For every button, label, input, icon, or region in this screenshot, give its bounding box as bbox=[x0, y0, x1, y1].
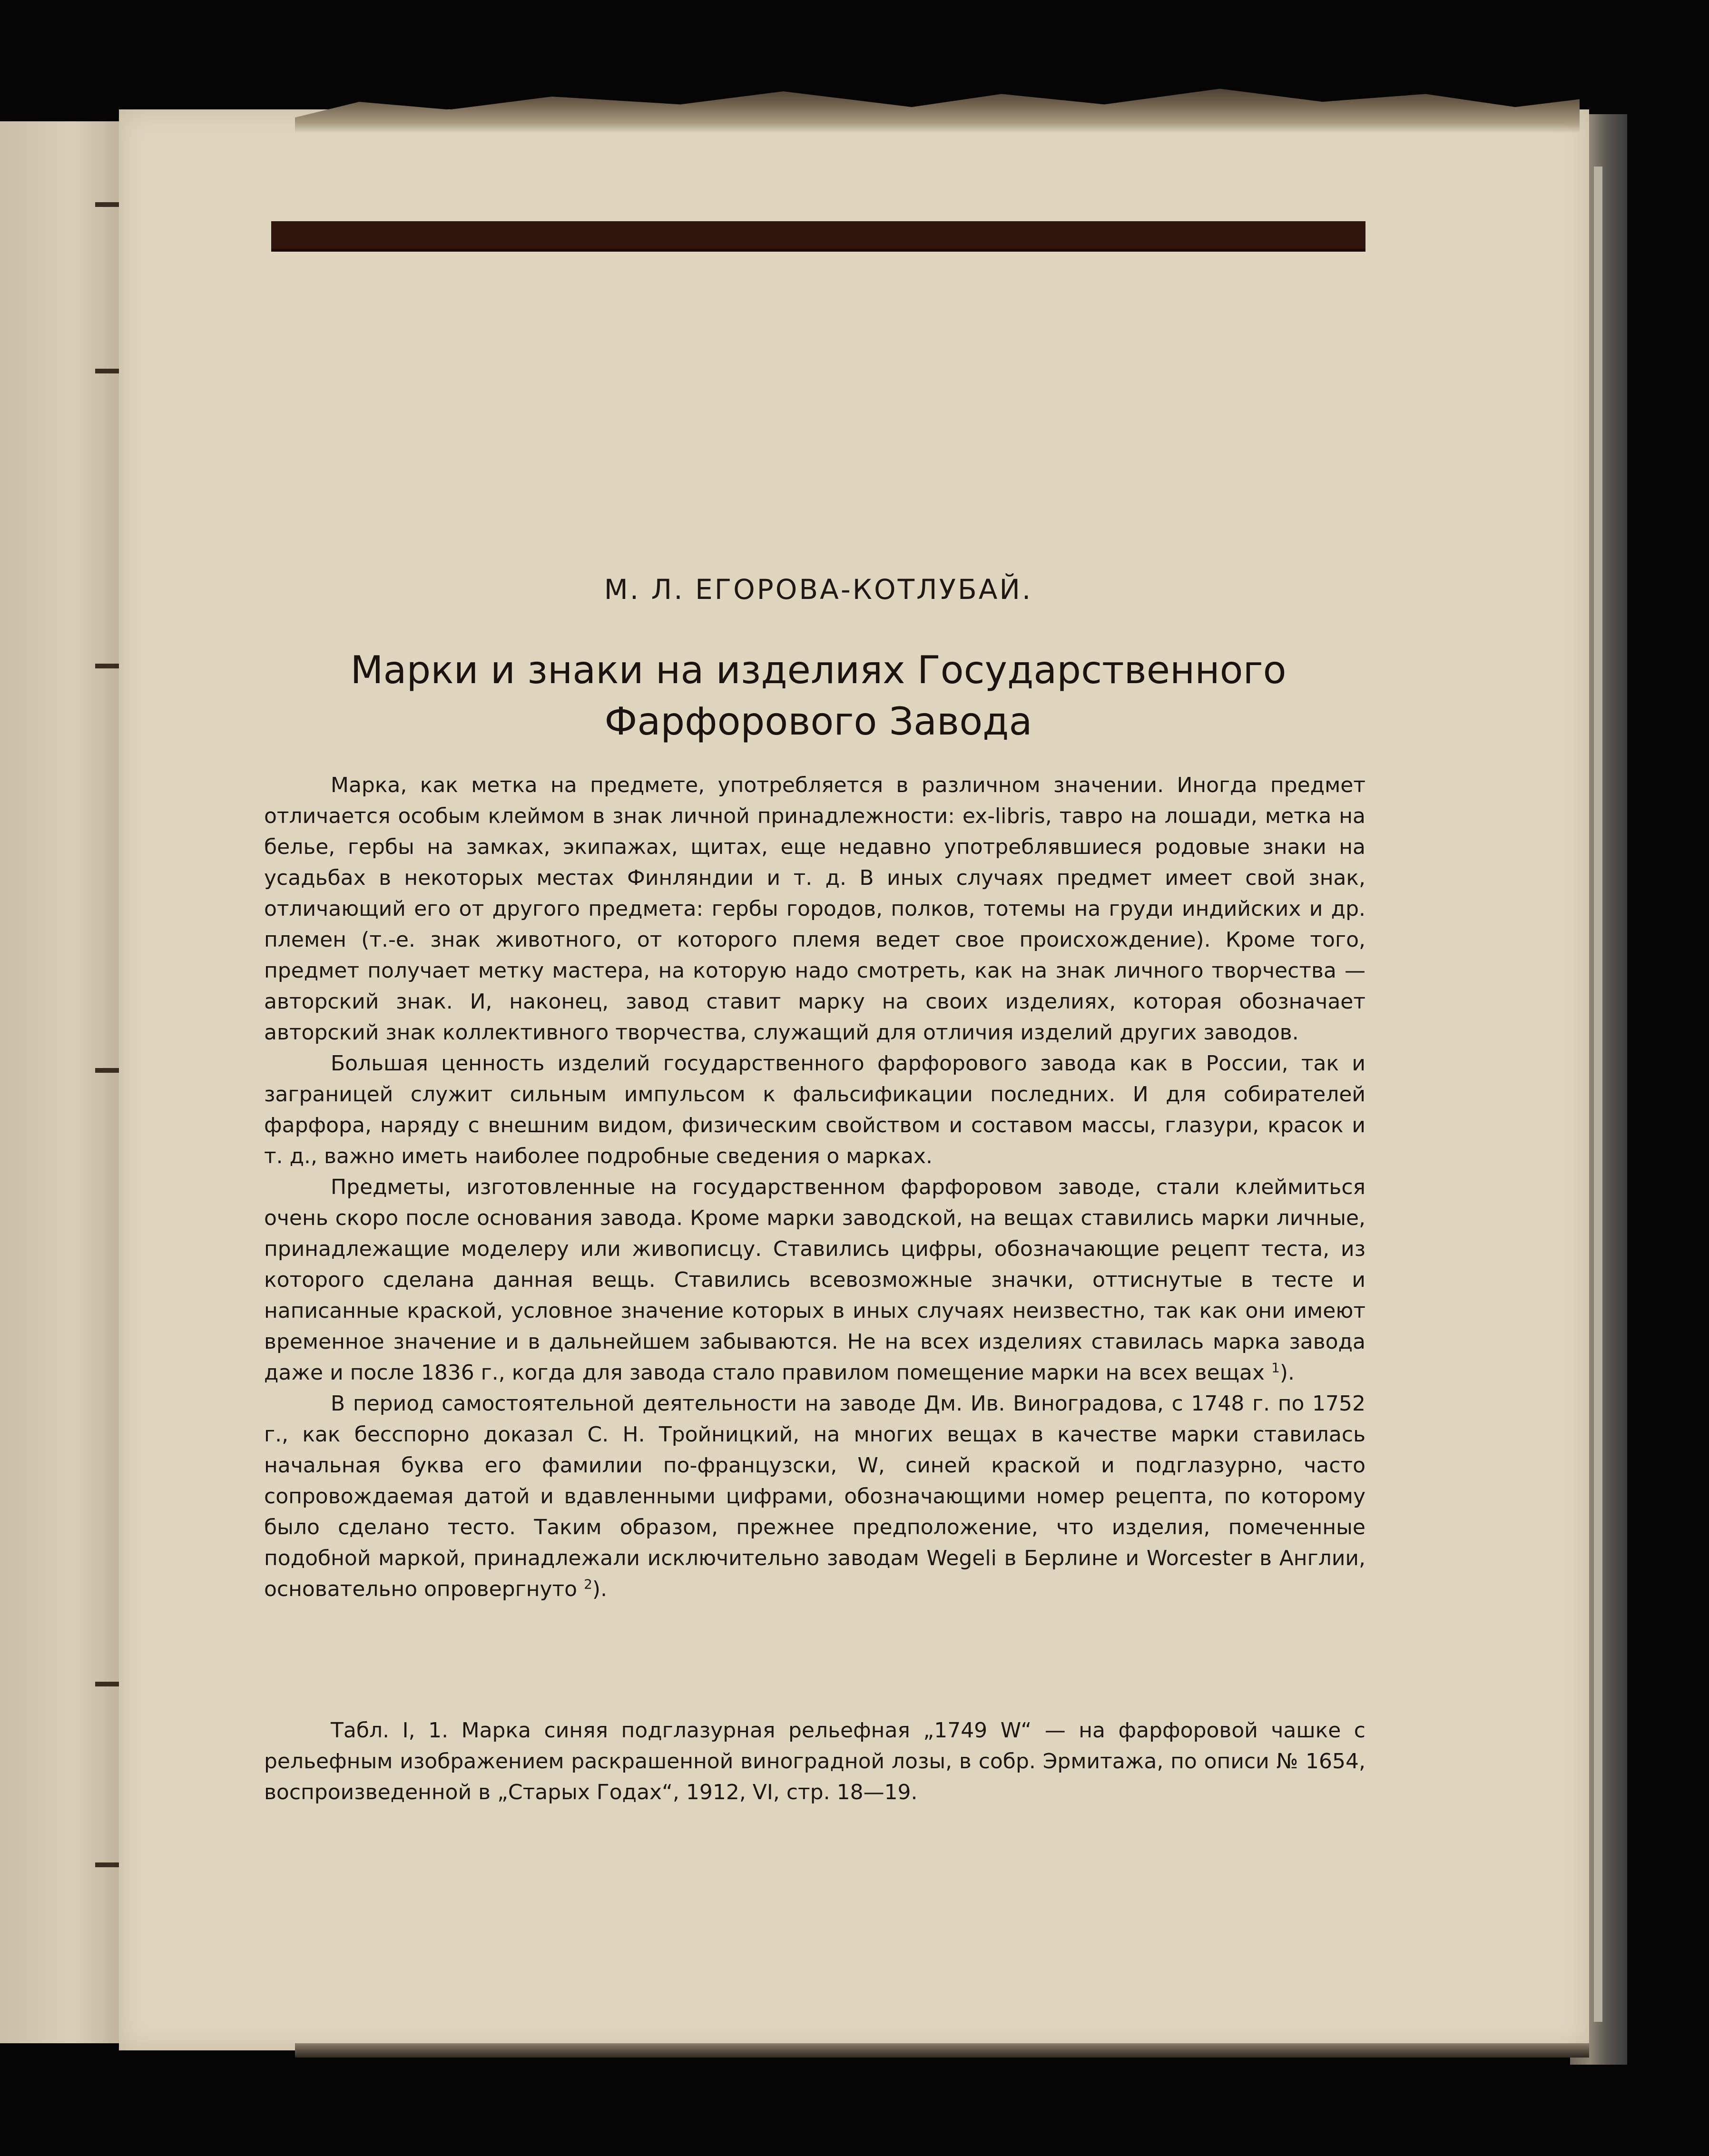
paragraph-text: В период самостоятельной деятельности на заводе Дм. Ив. Виноградова, с 1748 г. по 1752 г., как бесспорно доказал С. Н. Тройницкий, на многих вещах в качестве марки ставилась начальная буква его фамилии по-французски, W, синей краской и подглазурно, часто сопровождаемая датой и вдавленными цифрами, обозначающими номер рецепта, по которому было сделано тесто. Таким образом, прежнее предположение, что изделия, помеченные подобной маркой, принадлежали исключительно заводам Wegeli в Берлине и Worcester в Англии, основательно опровергнуто bbox=[264, 1392, 1365, 1601]
bottom-page-edge bbox=[295, 2043, 1589, 2058]
caption-text: Табл. I, 1. Марка синяя подглазурная рельефная „1749 W“ — на фарфоровой чашке с рельефным изображением раскрашенной виноградной лозы, в собр. Эрмитажа, по описи № 1654, воспроизведенной в „Старых Годах“, 1912, VI, стр. 18—19. bbox=[264, 1718, 1365, 1804]
author-name: М. Л. ЕГОРОВА-КОТЛУБАЙ. bbox=[604, 573, 1033, 606]
torn-top-edge bbox=[295, 81, 1580, 133]
footnote-ref: 1 bbox=[1271, 1360, 1280, 1376]
paragraph-end: ). bbox=[592, 1577, 608, 1601]
article-title: Марки и знаки на изделиях Государственного Фарфорового Завода bbox=[350, 648, 1287, 744]
paragraph: Большая ценность изделий государственного фарфорового завода как в России, так и заграницей служит сильным импульсом к фальсификации последних. И для собирателей фарфора, наряду с внешним видом, физическим свойством и составом массы, глазури, красок и т. д., важно иметь наиболее подробные сведения о марках. bbox=[264, 1051, 1365, 1168]
paragraph bbox=[264, 1388, 1365, 1605]
page-stack-edge bbox=[1594, 167, 1602, 2022]
paragraph: Марка, как метка на предмете, употребляется в различном значении. Иногда предмет отличается особым клеймом в знак личной принадлежности: ex-libris, тавро на лошади, метка на белье, гербы на замках, экипажах, щитах, еще недавно употреблявшиеся родовые знаки на усадьбах в некоторых местах Финляндии и т. д. В иных случаях предмет имеет свой знак, отличающий его от другого предмета: гербы городов, полков, тотемы на груди индийских и др. племен (т.-е. знак животного, от которого племя ведет свое происхождение). Кроме того, предмет получает метку мастера, на которую надо смотреть, как на знак личного творчества — авторский знак. И, наконец, завод ставит марку на своих изделиях, которая обозначает авторский знак коллективного творчества, служащий для отличия изделий других заводов. bbox=[264, 773, 1365, 1045]
article-body bbox=[264, 770, 1365, 1605]
plate-caption bbox=[264, 1715, 1365, 1808]
paragraph-text: Предметы, изготовленные на государственном фарфоровом заводе, стали клеймиться очень скоро после основания завода. Кроме марки заводской, на вещах ставились марки личные, принадлежащие моделеру или живописцу. Ставились цифры, обозначающие рецепт теста, из которого сделана данная вещь. Ставились всевозможные значки, оттиснутые в тесте и написанные краской, условное значение которых в иных случаях неизвестно, так как они имеют временное значение и в дальнейшем забываются. Не на всех изделиях ставилась марка завода даже и после 1836 г., когда для завода стало правилом помещение марки на всех вещах bbox=[264, 1175, 1365, 1385]
paragraph bbox=[264, 1172, 1365, 1388]
paragraph-end: ). bbox=[1279, 1361, 1295, 1385]
footnote-ref: 2 bbox=[584, 1576, 592, 1592]
facing-page-edge bbox=[0, 121, 126, 2043]
header-rule bbox=[271, 221, 1365, 252]
